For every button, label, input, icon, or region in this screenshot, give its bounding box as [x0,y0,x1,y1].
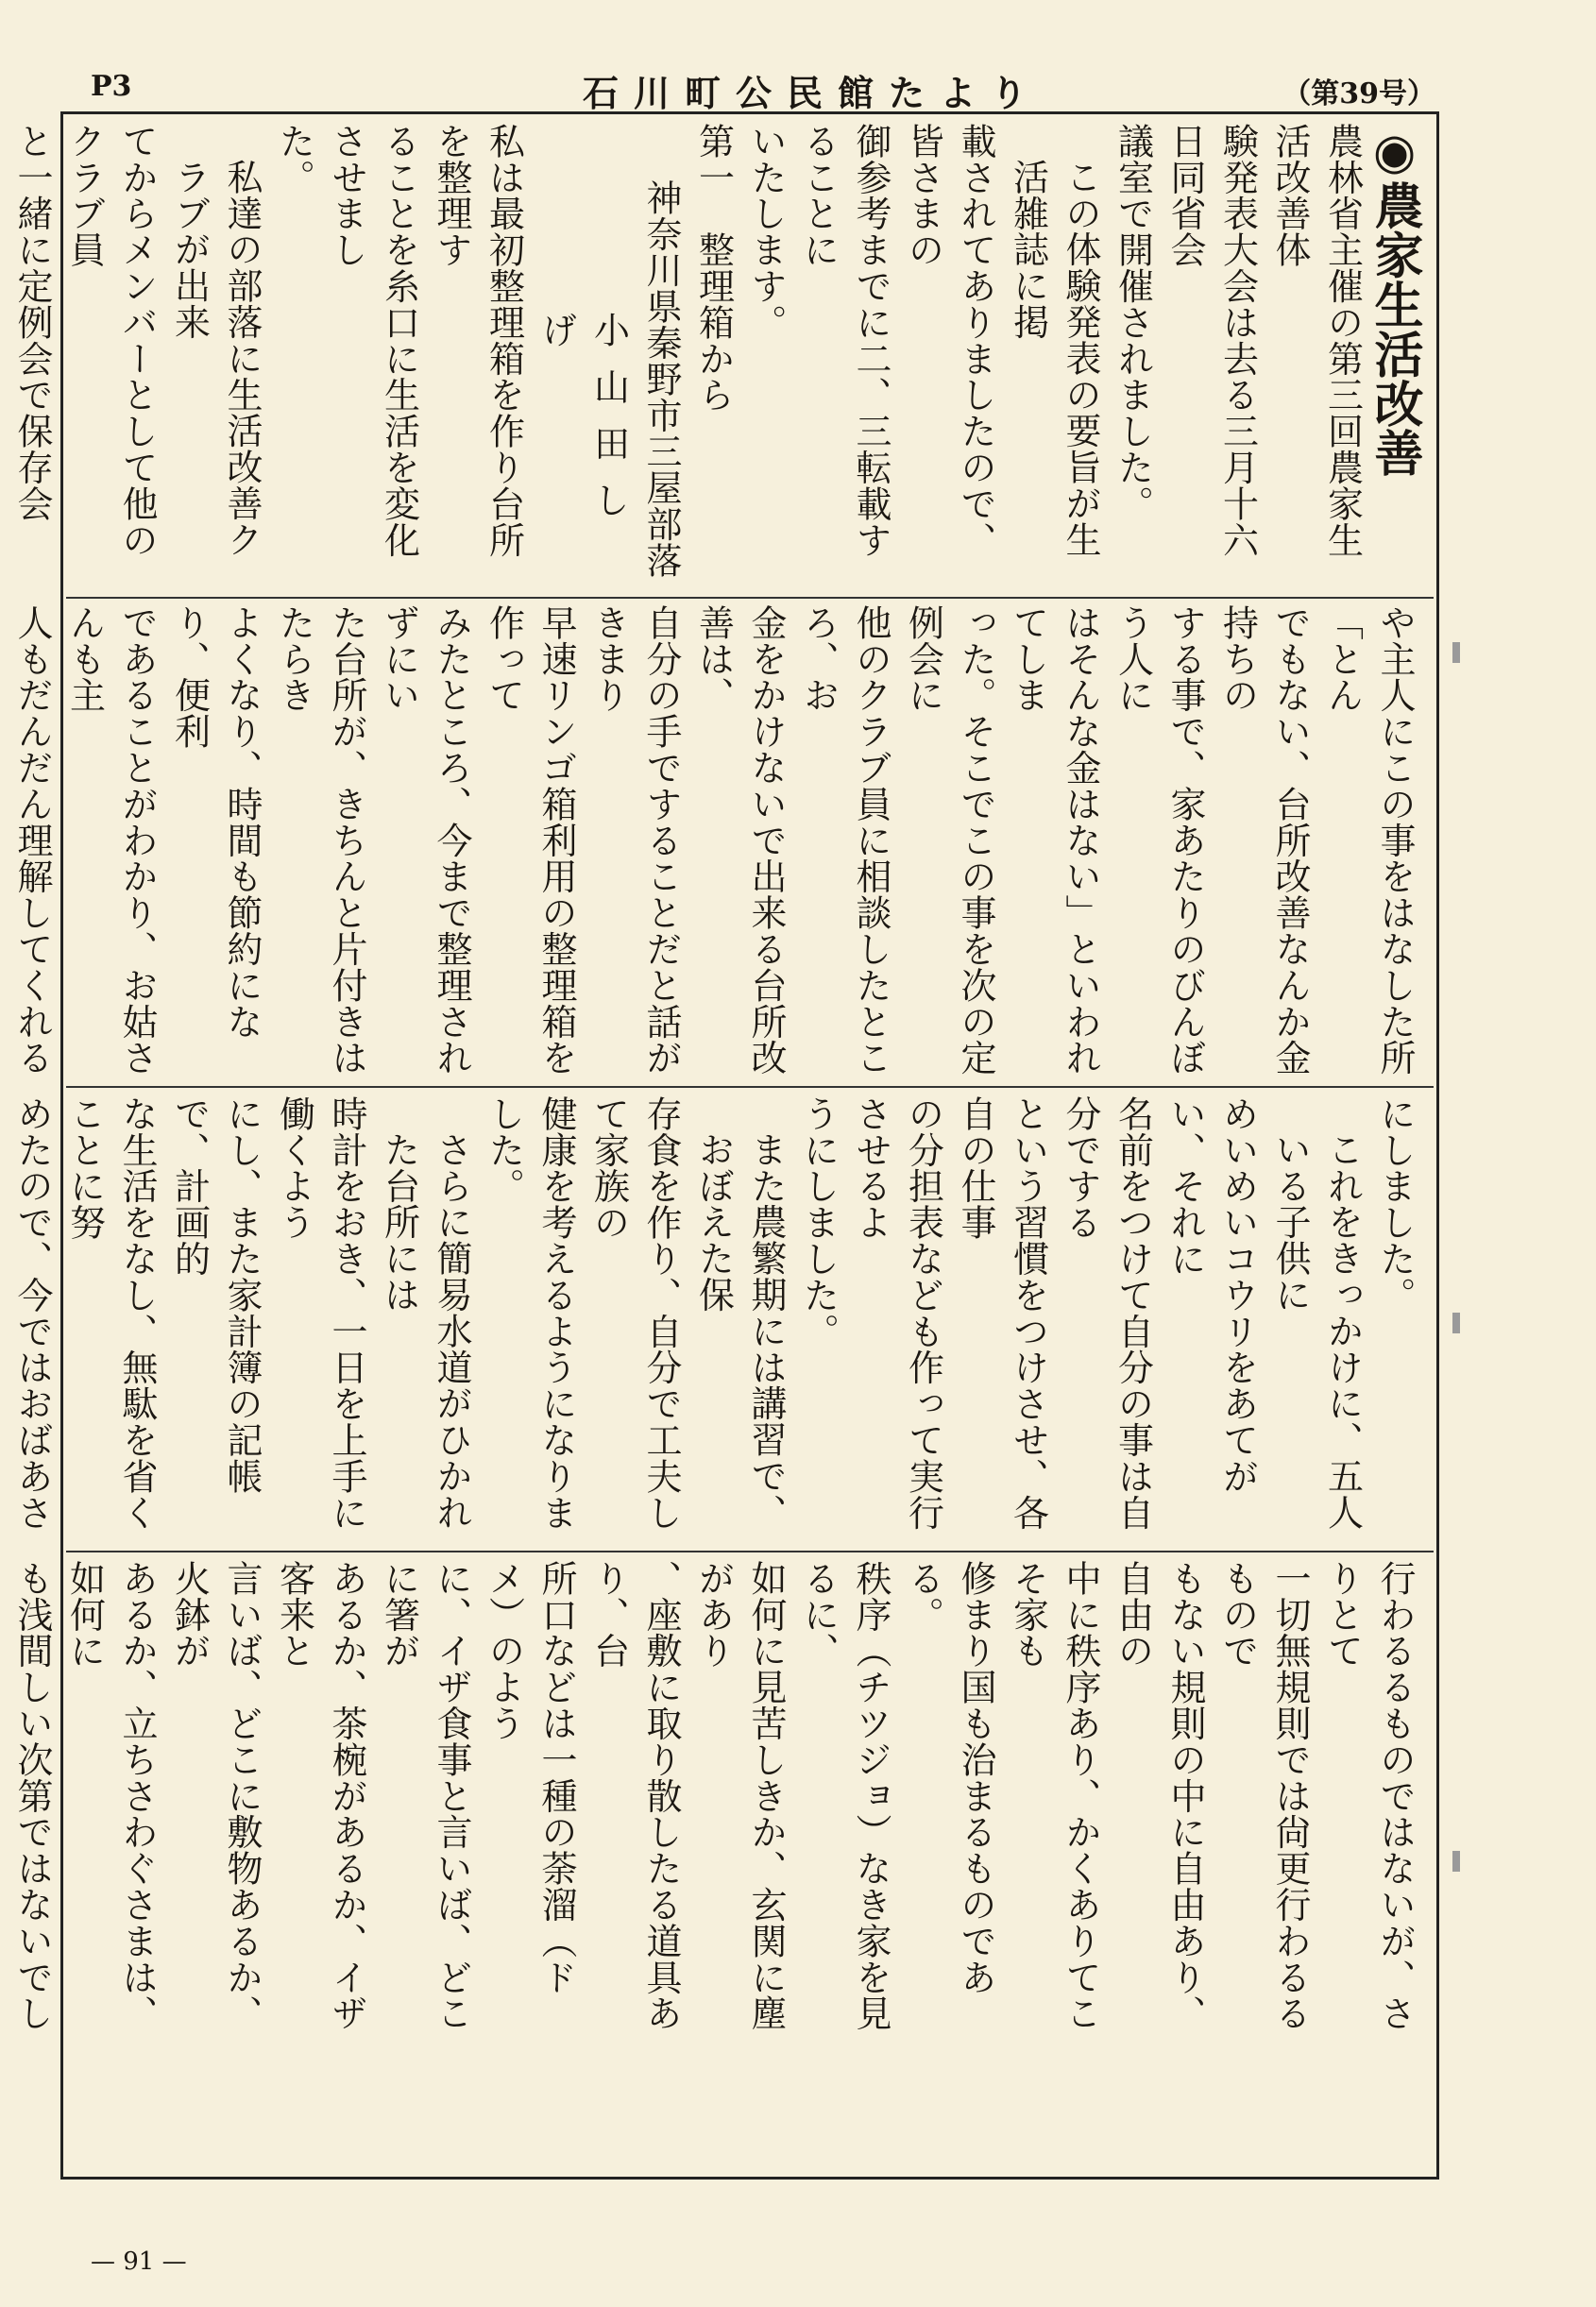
text-line: さらに簡易水道がひかれた台所には [378,1131,472,1531]
text-line: にし、また家計簿の記帳で、計画的 [168,1095,263,1495]
author-name: 小山田しげ [535,312,630,538]
text-line: や主人にこの事をはなした所「とん [1321,604,1416,1077]
text-line: また農繁期には講習で、おぼえた保 [692,1131,787,1531]
text-line: 行わるるものではないが、さりとて [1321,1560,1416,2032]
text-line: 人もだんだん理解してくれる [11,604,53,1077]
text-line: 名前をつけて自分の事は自分でする [1060,1095,1154,1531]
text-line: もない規則の中に自由あり、自由の [1112,1560,1206,2032]
text-line: た。 [273,123,315,195]
text-line: ることを糸口に生活を変化させまし [326,123,420,558]
text-line: 金をかけないで出来る台所改善は、 [692,604,787,1077]
text-line: も浅間しい次第ではないでし [11,1560,53,2032]
column-tier-1 [11,123,1423,585]
column-tier-4 [11,1560,1420,2032]
text-line: 験発表大会は去る三月十六日同省会 [1164,123,1259,558]
page-label: P3 [91,70,132,103]
text-line: た台所が、きちんと片付きはたらき [273,604,367,1077]
text-line: 中に秩序あり、かくありてこそ家も [1007,1560,1101,2032]
text-line: にしました。 [1374,1095,1416,1314]
text-line: 他のクラブ員に相談したところ、お [797,604,891,1077]
section-heading: 第一 整理箱から [692,123,735,414]
text-line: 健康を考えるようになりました。 [483,1095,577,1531]
tier-divider [66,1086,1434,1088]
binding-mark [1452,642,1460,663]
text-line: 所口などは一種の荼溜（ドメ）のよう [483,1560,577,1995]
text-line: いたします。 [745,123,787,341]
author-location: 神奈川県秦野市三屋部落 [640,179,682,579]
text-line: うにしました。 [797,1095,840,1349]
text-line: 修まり国も治まるものである。 [902,1560,996,1995]
newsletter-title: 石川町公民館たより [582,72,1042,114]
tier-divider [66,597,1434,599]
tier-divider [66,1551,1434,1552]
text-line: 私達の部落に生活改善クラブが出来 [168,159,263,558]
binding-mark [1452,1851,1460,1872]
text-line: 一切無規則では尙更行わるるもので [1216,1560,1311,2032]
text-line: 時計をおき、一日を上手に働くよう [273,1095,367,1531]
text-line: であることがわかり、お姑さんも主 [63,604,158,1077]
text-line: でもない、台所改善なんか金持ちの [1216,604,1311,1077]
issue-number: （第39号） [1282,77,1435,110]
article-heading: ◉農家生活改善 [1366,123,1423,478]
text-line: よくなり、時間も節約になり、便利 [168,604,263,1040]
text-line: 御参考までに二、三転載することに [797,123,891,558]
text-line: の分担表なども作って実行させるよ [850,1095,944,1531]
text-line: と一緒に定例会で保存会 [11,123,53,522]
text-line: な生活をなし、無駄を省くことに努 [63,1095,158,1531]
text-line: はそんな金はない」といわれてしま [1007,604,1101,1077]
folio-number: — 91 — [91,2248,187,2276]
text-line: 早速リンゴ箱利用の整理箱を作って [483,604,577,1077]
text-line: 秩序（チツジョ）なき家を見るに、 [797,1560,891,2032]
text-line: めたので、今ではおばあさ [11,1095,53,1531]
text-line: あるか、茶椀があるか、イザ客来と [273,1560,367,2032]
text-line: った。そこでこの事を次の定例会に [902,604,996,1077]
text-line: みたところ、今まで整理されずにい [378,604,472,1077]
text-line: 自分の手ですることだと話がきまり [587,604,682,1077]
text-line: する事で、家あたりのびんぼう人に [1112,604,1206,1077]
text-line: 如何に見苦しきか、玄関に塵があり [692,1560,787,2032]
column-tier-3 [11,1095,1420,1539]
text-line: 議室で開催されました。 [1112,123,1154,522]
column-tier-2 [11,604,1420,1077]
text-line: めいめいコウリをあてがい、それに [1164,1095,1259,1495]
text-line: 農林省主催の第三回農家生活改善体 [1269,123,1364,558]
text-line: 、座敷に取り散したる道具あり、台 [587,1560,682,2032]
text-line: 私は最初整理箱を作り台所を整理す [431,123,525,558]
text-line: 存食を作り、自分で工夫して家族の [587,1095,682,1531]
text-line: 載されてありましたので、皆さまの [902,123,996,558]
text-line: 言いば、どこに敷物あるか、火鉢が [168,1560,263,2032]
text-line: という習慣をつけさせ、各自の仕事 [955,1095,1049,1531]
text-line: これをきっかけに、五人いる子供に [1269,1131,1364,1531]
text-line: てからメンバーとして他のクラブ員 [63,123,158,558]
binding-mark [1452,1313,1460,1333]
text-line: あるか、立ちさわぐさまは、如何に [63,1560,158,2032]
text-line: この体験発表の要旨が生活雑誌に掲 [1007,159,1101,558]
text-line: に、イザ食事と言いば、どこに箸が [378,1560,472,2032]
